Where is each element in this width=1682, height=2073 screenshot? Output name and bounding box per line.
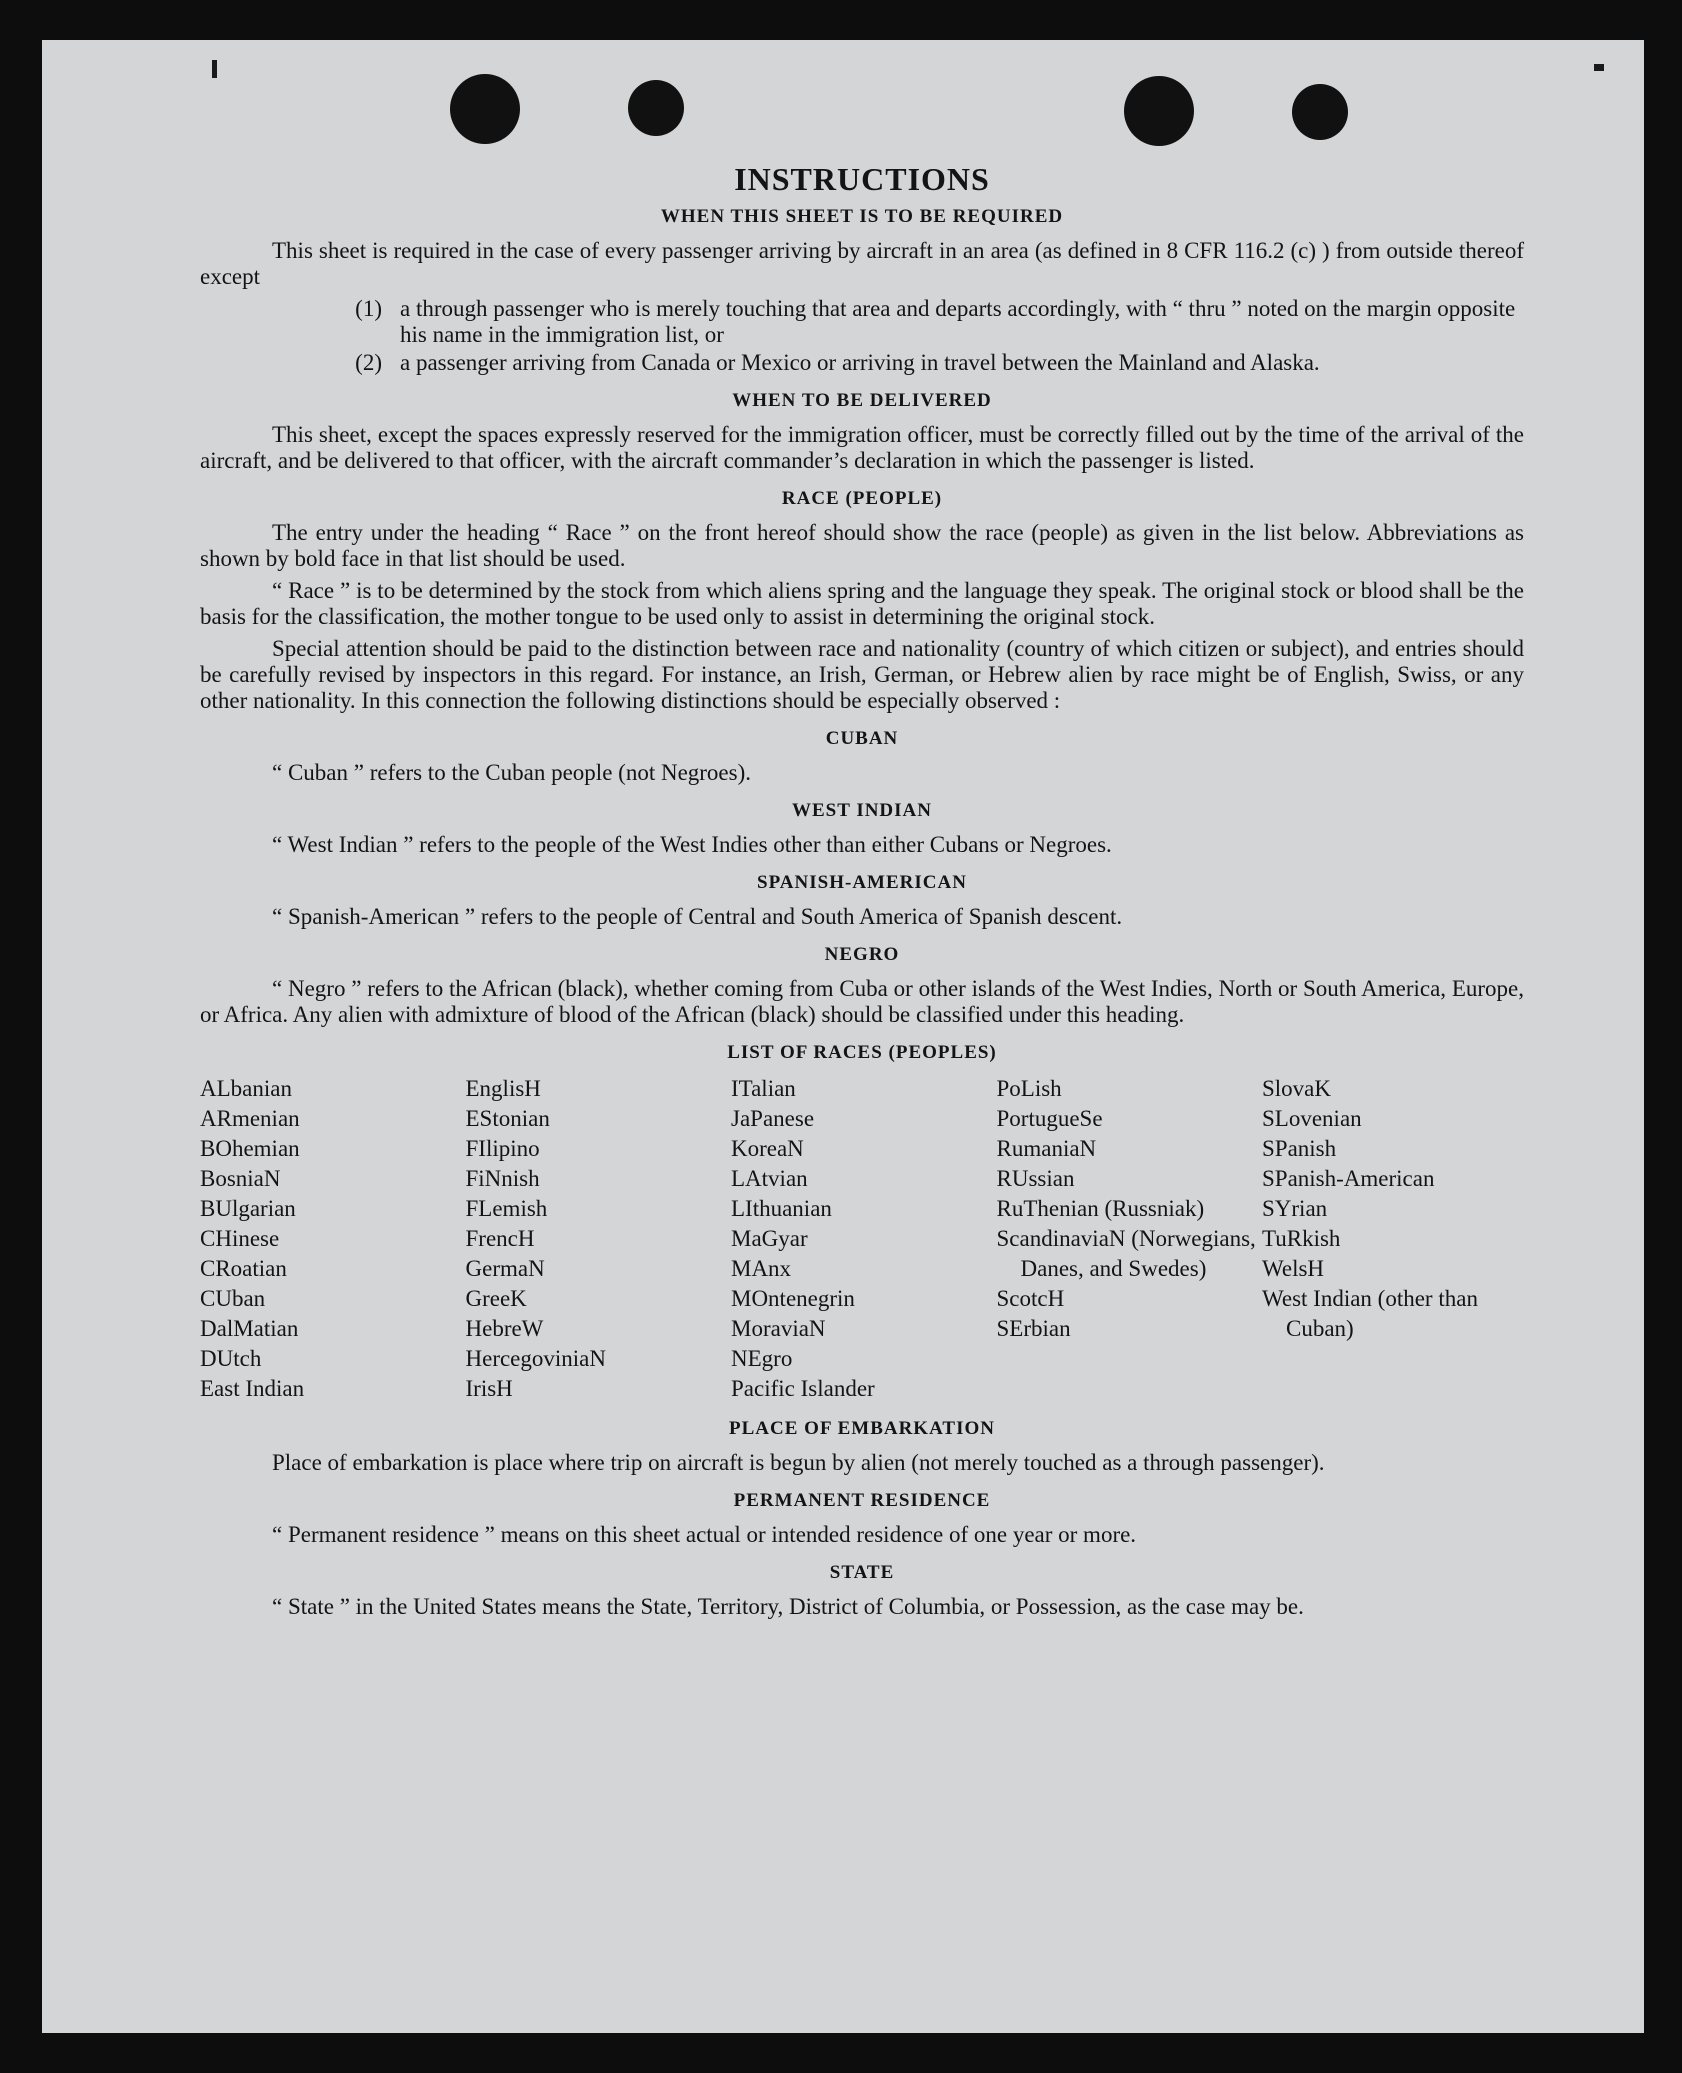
race-entry: CHinese [200,1226,280,1251]
race-entry: EStonian [465,1106,550,1131]
section-heading: WHEN TO BE DELIVERED [732,390,992,411]
race-entry: RuThenian (Russniak) [996,1196,1205,1221]
race-list [200,1074,1524,1404]
race-entry: FrencH [465,1226,535,1251]
section-heading: WEST INDIAN [792,800,932,821]
race-entry: Pacific Islander [731,1376,875,1401]
section-heading: WHEN THIS SHEET IS TO BE REQUIRED [660,206,1064,227]
race-column [466,1074,728,1404]
race-entry: MaGyar [731,1226,808,1251]
section-heading: NEGRO [824,944,900,965]
exception-item [200,350,1524,376]
race-entry: BOhemian [200,1136,300,1161]
paragraph: “ Permanent residence ” means on this sheet actual or intended residence of one year or more. [272,1522,1137,1547]
punch-hole [450,74,520,144]
race-entry: East Indian [200,1376,305,1401]
race-entry: RUssian [996,1166,1075,1191]
paragraph: The entry under the heading “ Race ” on the front hereof should show the race (people) as given in the list below. Abbreviations as shown by bold face in that list should be used. [200,520,1524,571]
exception-item [200,296,1524,348]
paragraph: “ Spanish-American ” refers to the people of Central and South America of Spanish descent. [272,904,1123,929]
punch-hole [628,80,684,136]
race-entry: MAnx [731,1256,792,1281]
race-entry: BosniaN [200,1166,281,1191]
race-entry: EnglisH [465,1076,541,1101]
race-entry: PortugueSe [996,1106,1103,1131]
race-column [1262,1074,1524,1404]
document-sheet [42,40,1644,2033]
race-entry: DalMatian [200,1316,299,1341]
race-entry: ScandinaviaN (Norwegians, Danes, and Swedes) [996,1226,1256,1281]
section-heading: CUBAN [825,728,899,749]
race-entry: MoraviaN [731,1316,826,1341]
race-entry: JaPanese [731,1106,815,1131]
race-entry: WelsH [1262,1256,1325,1281]
item-text: a through passenger who is merely touching that area and departs accordingly, with “ thru ” noted on the margin opposite his name in the immigration list, or [400,296,1516,347]
race-column [731,1074,993,1404]
punch-hole [1292,84,1348,140]
paragraph: Special attention should be paid to the distinction between race and nationality (country of which citizen or subject), and entries should be carefully revised by inspectors in this regard. For instance, an Irish, German, or Hebrew alien by race might be of English, Swiss, or any other nationality. In this connection the following distinctions should be especially observed : [200,636,1524,713]
race-entry: SPanish-American [1262,1166,1435,1191]
race-entry: LIthuanian [731,1196,832,1221]
section-heading: PERMANENT RESIDENCE [733,1490,991,1511]
paragraph: “ West Indian ” refers to the people of the West Indies other than either Cubans or Negroes. [272,832,1112,857]
race-column [200,1074,462,1404]
paragraph: This sheet is required in the case of every passenger arriving by aircraft in an area (as defined in 8 CFR 116.2 (c) ) from outside thereof except [200,238,1524,289]
race-entry: PoLish [996,1076,1062,1101]
paper-mark [212,60,217,78]
paragraph: This sheet, except the spaces expressly reserved for the immigration officer, must be correctly filled out by the time of the arrival of the aircraft, and be delivered to that officer, with the aircraft commander’s declaration in which the passenger is listed. [200,422,1524,473]
race-entry: HercegoviniaN [465,1346,606,1371]
item-text: a passenger arriving from Canada or Mexico or arriving in travel between the Mainland and Alaska. [400,350,1320,375]
race-entry: SPanish [1262,1136,1337,1161]
race-entry: HebreW [465,1316,544,1341]
race-entry: FIlipino [465,1136,540,1161]
race-entry: GermaN [465,1256,545,1281]
race-entry: FiNnish [465,1166,540,1191]
section-heading: PLACE OF EMBARKATION [729,1418,995,1439]
race-entry: GreeK [465,1286,527,1311]
race-entry: SYrian [1262,1196,1328,1221]
paragraph: “ State ” in the United States means the State, Territory, District of Columbia, or Possession, as the case may be. [272,1594,1304,1619]
race-entry: SLovenian [1262,1106,1362,1131]
item-number: (1) [355,296,382,321]
page-title: INSTRUCTIONS [734,161,990,197]
race-entry: LAtvian [731,1166,808,1191]
race-entry: CRoatian [200,1256,287,1281]
race-entry: KoreaN [731,1136,804,1161]
race-entry: SlovaK [1262,1076,1331,1101]
race-column [997,1074,1259,1404]
section-heading: SPANISH-AMERICAN [757,872,967,893]
section-heading: STATE [829,1562,895,1583]
race-entry: ITalian [731,1076,796,1101]
race-entry: BUlgarian [200,1196,296,1221]
item-number: (2) [355,350,382,375]
race-entry: ALbanian [200,1076,292,1101]
race-entry: FLemish [465,1196,548,1221]
paper-mark [1594,64,1604,71]
paragraph: Place of embarkation is place where trip on aircraft is begun by alien (not merely touched as a through passenger). [272,1450,1325,1475]
race-entry: IrisH [465,1376,513,1401]
race-entry: ScotcH [996,1286,1065,1311]
race-entry: SErbian [996,1316,1071,1341]
instructions-body [200,161,1524,1626]
race-entry: NEgro [731,1346,793,1371]
section-heading: LIST OF RACES (PEOPLES) [727,1042,997,1063]
section-heading: RACE (PEOPLE) [781,488,943,509]
race-entry: TuRkish [1262,1226,1341,1251]
paragraph: “ Race ” is to be determined by the stock from which aliens spring and the language they speak. The original stock or blood shall be the basis for the classification, the mother tongue to be used only to assist in determining the original stock. [200,578,1524,629]
race-entry: MOntenegrin [731,1286,855,1311]
race-entry: DUtch [200,1346,262,1371]
race-entry: West Indian (other than Cuban) [1262,1286,1478,1341]
race-entry: RumaniaN [996,1136,1097,1161]
race-entry: ARmenian [200,1106,300,1131]
race-entry: CUban [200,1286,266,1311]
punch-hole [1124,76,1194,146]
paragraph: “ Negro ” refers to the African (black), whether coming from Cuba or other islands of the West Indies, North or South America, Europe, or Africa. Any alien with admixture of blood of the African (black) should be classified under this heading. [200,976,1524,1027]
paragraph: “ Cuban ” refers to the Cuban people (not Negroes). [272,760,752,785]
